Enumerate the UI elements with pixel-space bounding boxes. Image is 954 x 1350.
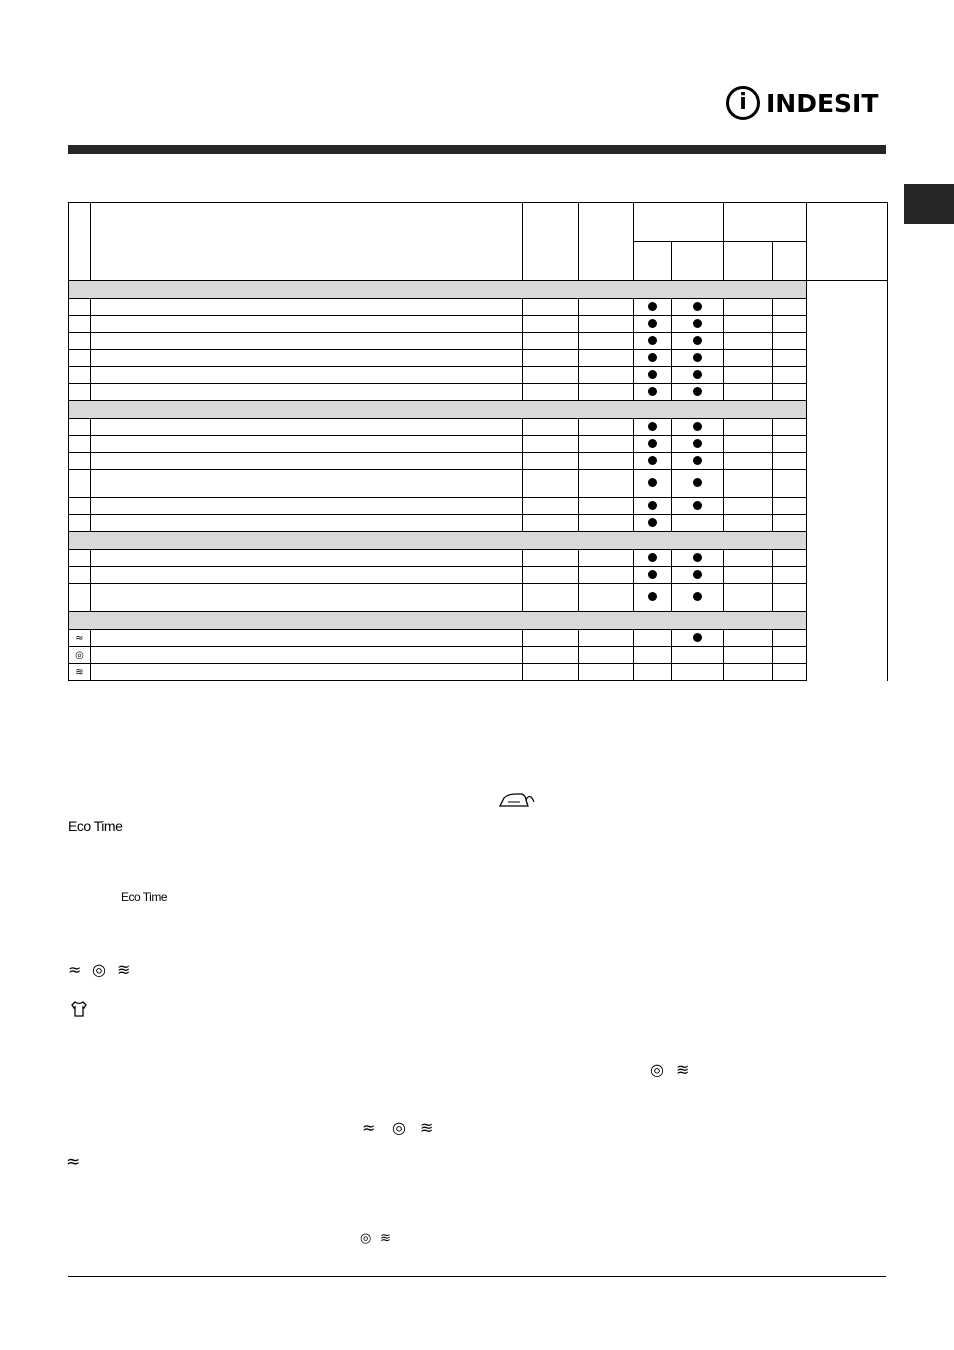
spin-icon: ◎ <box>392 1118 406 1137</box>
drain-icon: ≋ <box>117 960 131 979</box>
spin-icon: ◎ <box>75 649 84 661</box>
dot-marker <box>693 319 702 328</box>
table-section-row <box>69 612 888 630</box>
footer-line <box>68 1276 886 1277</box>
logo-text: INDESIT <box>766 88 879 118</box>
programme-table <box>68 202 887 681</box>
dot-marker <box>648 592 657 601</box>
table-section-row <box>69 532 888 550</box>
dot-marker <box>693 302 702 311</box>
dot-marker <box>648 387 657 396</box>
table-row <box>69 367 888 384</box>
dot-marker <box>648 553 657 562</box>
table-row <box>69 350 888 367</box>
dot-marker <box>693 387 702 396</box>
dot-marker <box>693 422 702 431</box>
dot-marker <box>693 370 702 379</box>
logo-mark: i <box>726 86 760 120</box>
drain-icon: ≋ <box>676 1060 690 1079</box>
dot-marker <box>648 570 657 579</box>
drain-icon: ≋ <box>420 1118 434 1137</box>
table-row <box>69 664 888 681</box>
iron-icon <box>498 790 536 813</box>
table-section-row <box>69 401 888 419</box>
language-tab <box>904 184 954 224</box>
dot-marker <box>693 456 702 465</box>
shirt-icon <box>70 1000 88 1021</box>
table-row <box>69 299 888 316</box>
table-row <box>69 515 888 532</box>
dot-marker <box>648 370 657 379</box>
table-row <box>69 567 888 584</box>
table-row <box>69 584 888 612</box>
dot-marker <box>648 456 657 465</box>
dot-marker <box>648 336 657 345</box>
ecotime-logo-small <box>121 890 167 904</box>
table-row <box>69 419 888 436</box>
dot-marker <box>648 302 657 311</box>
table-header-row <box>69 203 888 242</box>
table-row <box>69 498 888 515</box>
drain-icon: ≋ <box>75 666 84 678</box>
header-bar <box>68 145 886 154</box>
dot-marker <box>693 478 702 487</box>
dot-marker <box>693 633 702 642</box>
table-row <box>69 453 888 470</box>
dot-marker <box>693 501 702 510</box>
spin-icon: ◎ <box>360 1231 372 1246</box>
rinse-icon: ≈ <box>66 1152 81 1172</box>
rinse-icon: ≈ <box>68 960 82 979</box>
table-row <box>69 384 888 401</box>
table-row <box>69 647 888 664</box>
dot-marker <box>648 319 657 328</box>
dot-marker <box>648 353 657 362</box>
spin-icon: ◎ <box>92 960 106 979</box>
dot-marker <box>693 353 702 362</box>
table-row <box>69 550 888 567</box>
dot-marker <box>693 553 702 562</box>
table-row <box>69 630 888 647</box>
table-row <box>69 436 888 453</box>
table-section-row <box>69 281 888 299</box>
dot-marker <box>693 570 702 579</box>
ecotime-logo <box>68 818 122 834</box>
indesit-logo <box>726 84 878 122</box>
table-row <box>69 470 888 498</box>
spin-icon: ◎ <box>650 1060 664 1079</box>
dot-marker <box>693 592 702 601</box>
dot-marker <box>693 336 702 345</box>
dot-marker <box>648 478 657 487</box>
dot-marker <box>648 501 657 510</box>
drain-icon: ≋ <box>380 1231 391 1246</box>
rinse-icon: ≈ <box>362 1118 376 1137</box>
table-row <box>69 316 888 333</box>
ecotime-label: Eco Time <box>68 818 123 834</box>
dot-marker <box>648 422 657 431</box>
dot-marker <box>648 439 657 448</box>
dot-marker <box>693 439 702 448</box>
dot-marker <box>648 518 657 527</box>
rinse-icon: ≈ <box>75 632 84 644</box>
ecotime-label: Eco Time <box>121 890 168 904</box>
table-row <box>69 333 888 350</box>
